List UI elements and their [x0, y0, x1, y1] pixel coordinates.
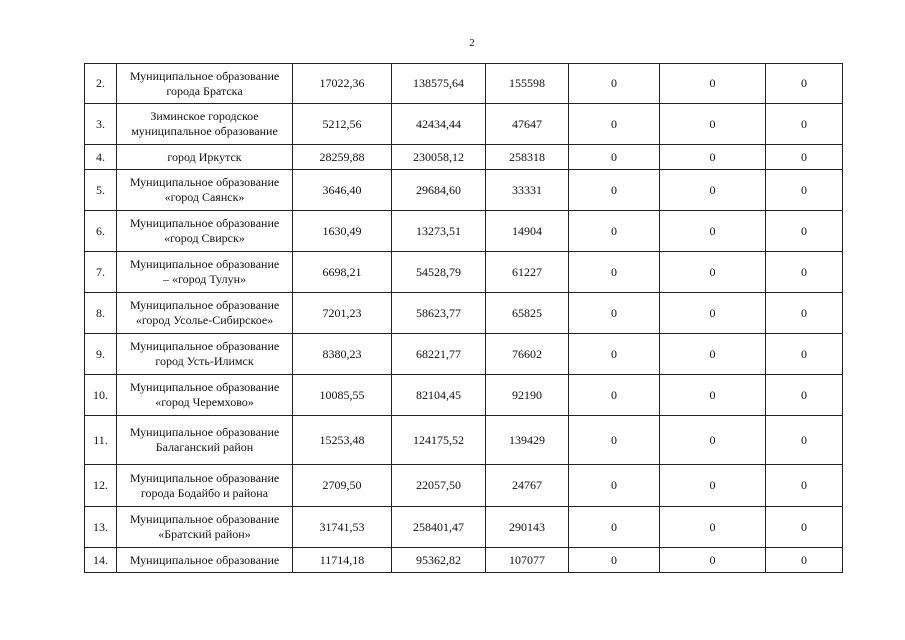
municipality-name: [117, 104, 293, 145]
table-row: [85, 145, 843, 170]
value-cell-v6: 0: [766, 211, 843, 252]
row-number: 4.: [85, 145, 117, 170]
row-number: 11.: [85, 416, 117, 465]
value-cell-v6: 0: [766, 104, 843, 145]
value-cell-v5: 0: [660, 507, 766, 548]
value-cell-v1: 6698,21: [293, 252, 392, 293]
municipality-name-line: Муниципальное образование: [129, 216, 280, 230]
municipality-name-line: «Братский район»: [158, 527, 251, 541]
value-cell-v4: 0: [569, 64, 660, 104]
value-cell-v1: 2709,50: [293, 465, 392, 507]
municipality-name-line: – «город Тулун»: [163, 272, 246, 286]
municipality-name-line: Муниципальное образование: [129, 175, 280, 189]
municipality-name-line: «город Черемхово»: [155, 395, 254, 409]
municipality-name: [117, 465, 293, 507]
value-cell-v1: 7201,23: [293, 293, 392, 334]
value-cell-v1: 8380,23: [293, 334, 392, 375]
value-cell-v5: 0: [660, 211, 766, 252]
municipality-name-line: город Иркутск: [167, 149, 242, 164]
value-cell-v6: 0: [766, 64, 843, 104]
table-row: [85, 507, 843, 548]
value-cell-v1: 3646,40: [293, 170, 392, 211]
municipality-name: [117, 170, 293, 211]
value-cell-v3: 139429: [486, 416, 569, 465]
municipality-name-line: «город Свирск»: [164, 231, 245, 245]
row-number: 10.: [85, 375, 117, 416]
row-number: 12.: [85, 465, 117, 507]
value-cell-v2: 258401,47: [392, 507, 486, 548]
value-cell-v2: 58623,77: [392, 293, 486, 334]
municipality-name: [117, 252, 293, 293]
value-cell-v5: 0: [660, 64, 766, 104]
row-number: 6.: [85, 211, 117, 252]
municipality-name-line: Муниципальное образование: [129, 425, 280, 439]
table-row: [85, 64, 843, 104]
value-cell-v4: 0: [569, 548, 660, 573]
value-cell-v6: 0: [766, 416, 843, 465]
value-cell-v5: 0: [660, 145, 766, 170]
table-row: [85, 104, 843, 145]
municipality-name: [117, 375, 293, 416]
budget-table: [84, 63, 843, 573]
municipality-name: [117, 416, 293, 465]
value-cell-v1: 1630,49: [293, 211, 392, 252]
municipality-name-line: Муниципальное образование: [129, 512, 280, 526]
value-cell-v5: 0: [660, 252, 766, 293]
value-cell-v6: 0: [766, 334, 843, 375]
value-cell-v2: 230058,12: [392, 145, 486, 170]
value-cell-v2: 13273,51: [392, 211, 486, 252]
row-number: 8.: [85, 293, 117, 334]
value-cell-v3: 155598: [486, 64, 569, 104]
municipality-name-line: город Усть-Илимск: [155, 354, 254, 368]
municipality-name-line: Муниципальное образование: [129, 380, 280, 394]
value-cell-v1: 15253,48: [293, 416, 392, 465]
page-number: 2: [469, 37, 475, 49]
value-cell-v5: 0: [660, 548, 766, 573]
value-cell-v4: 0: [569, 211, 660, 252]
value-cell-v3: 14904: [486, 211, 569, 252]
value-cell-v4: 0: [569, 145, 660, 170]
value-cell-v3: 290143: [486, 507, 569, 548]
value-cell-v2: 138575,64: [392, 64, 486, 104]
table-row: [85, 211, 843, 252]
municipality-name: [117, 334, 293, 375]
municipality-name-line: Муниципальное образование: [129, 552, 280, 567]
value-cell-v2: 82104,45: [392, 375, 486, 416]
table-row: [85, 293, 843, 334]
value-cell-v2: 22057,50: [392, 465, 486, 507]
value-cell-v4: 0: [569, 416, 660, 465]
row-number: 5.: [85, 170, 117, 211]
table-row: [85, 334, 843, 375]
value-cell-v6: 0: [766, 375, 843, 416]
municipality-name: [117, 548, 293, 573]
value-cell-v1: 5212,56: [293, 104, 392, 145]
value-cell-v4: 0: [569, 104, 660, 145]
row-number: 13.: [85, 507, 117, 548]
municipality-name-line: Муниципальное образование: [129, 257, 280, 271]
municipality-name: [117, 64, 293, 104]
value-cell-v3: 92190: [486, 375, 569, 416]
table-body: [85, 64, 843, 573]
value-cell-v5: 0: [660, 375, 766, 416]
value-cell-v2: 54528,79: [392, 252, 486, 293]
municipality-name-line: «город Усолье-Сибирское»: [135, 313, 274, 327]
table-row: [85, 252, 843, 293]
value-cell-v2: 124175,52: [392, 416, 486, 465]
table-row: [85, 416, 843, 465]
value-cell-v4: 0: [569, 293, 660, 334]
row-number: 2.: [85, 64, 117, 104]
municipality-name-line: Муниципальное образование: [129, 298, 280, 312]
value-cell-v5: 0: [660, 293, 766, 334]
municipality-name-line: Муниципальное образование: [129, 470, 280, 485]
value-cell-v2: 42434,44: [392, 104, 486, 145]
value-cell-v3: 76602: [486, 334, 569, 375]
value-cell-v5: 0: [660, 465, 766, 507]
value-cell-v6: 0: [766, 548, 843, 573]
municipality-name: [117, 507, 293, 548]
value-cell-v4: 0: [569, 507, 660, 548]
value-cell-v5: 0: [660, 104, 766, 145]
value-cell-v6: 0: [766, 293, 843, 334]
table-row: [85, 375, 843, 416]
municipality-name-line: города Братска: [166, 83, 243, 98]
value-cell-v6: 0: [766, 170, 843, 211]
value-cell-v4: 0: [569, 170, 660, 211]
municipality-name: [117, 211, 293, 252]
table-row: [85, 465, 843, 507]
municipality-name: [117, 145, 293, 170]
value-cell-v2: 29684,60: [392, 170, 486, 211]
row-number: 3.: [85, 104, 117, 145]
value-cell-v3: 65825: [486, 293, 569, 334]
value-cell-v4: 0: [569, 375, 660, 416]
value-cell-v4: 0: [569, 334, 660, 375]
value-cell-v3: 107077: [486, 548, 569, 573]
row-number: 7.: [85, 252, 117, 293]
value-cell-v5: 0: [660, 334, 766, 375]
municipality-name-line: муниципальное образование: [131, 124, 278, 138]
value-cell-v4: 0: [569, 252, 660, 293]
municipality-name: [117, 293, 293, 334]
municipality-name-line: города Бодайбо и района: [140, 485, 269, 500]
row-number: 9.: [85, 334, 117, 375]
value-cell-v3: 61227: [486, 252, 569, 293]
value-cell-v2: 68221,77: [392, 334, 486, 375]
value-cell-v6: 0: [766, 252, 843, 293]
municipality-name-line: «город Саянск»: [164, 190, 245, 204]
value-cell-v1: 17022,36: [293, 64, 392, 104]
value-cell-v1: 10085,55: [293, 375, 392, 416]
value-cell-v6: 0: [766, 507, 843, 548]
value-cell-v2: 95362,82: [392, 548, 486, 573]
value-cell-v6: 0: [766, 465, 843, 507]
value-cell-v1: 28259,88: [293, 145, 392, 170]
value-cell-v6: 0: [766, 145, 843, 170]
value-cell-v4: 0: [569, 465, 660, 507]
value-cell-v3: 258318: [486, 145, 569, 170]
value-cell-v1: 31741,53: [293, 507, 392, 548]
value-cell-v3: 33331: [486, 170, 569, 211]
value-cell-v5: 0: [660, 170, 766, 211]
value-cell-v5: 0: [660, 416, 766, 465]
value-cell-v3: 24767: [486, 465, 569, 507]
row-number: 14.: [85, 548, 117, 573]
value-cell-v1: 11714,18: [293, 548, 392, 573]
value-cell-v3: 47647: [486, 104, 569, 145]
table-row: [85, 170, 843, 211]
municipality-name-line: Зиминское городское: [150, 109, 259, 123]
table-row: [85, 548, 843, 573]
municipality-name-line: Муниципальное образование: [129, 339, 280, 353]
municipality-name-line: Балаганский район: [155, 440, 254, 454]
municipality-name-line: Муниципальное образование: [129, 68, 280, 83]
